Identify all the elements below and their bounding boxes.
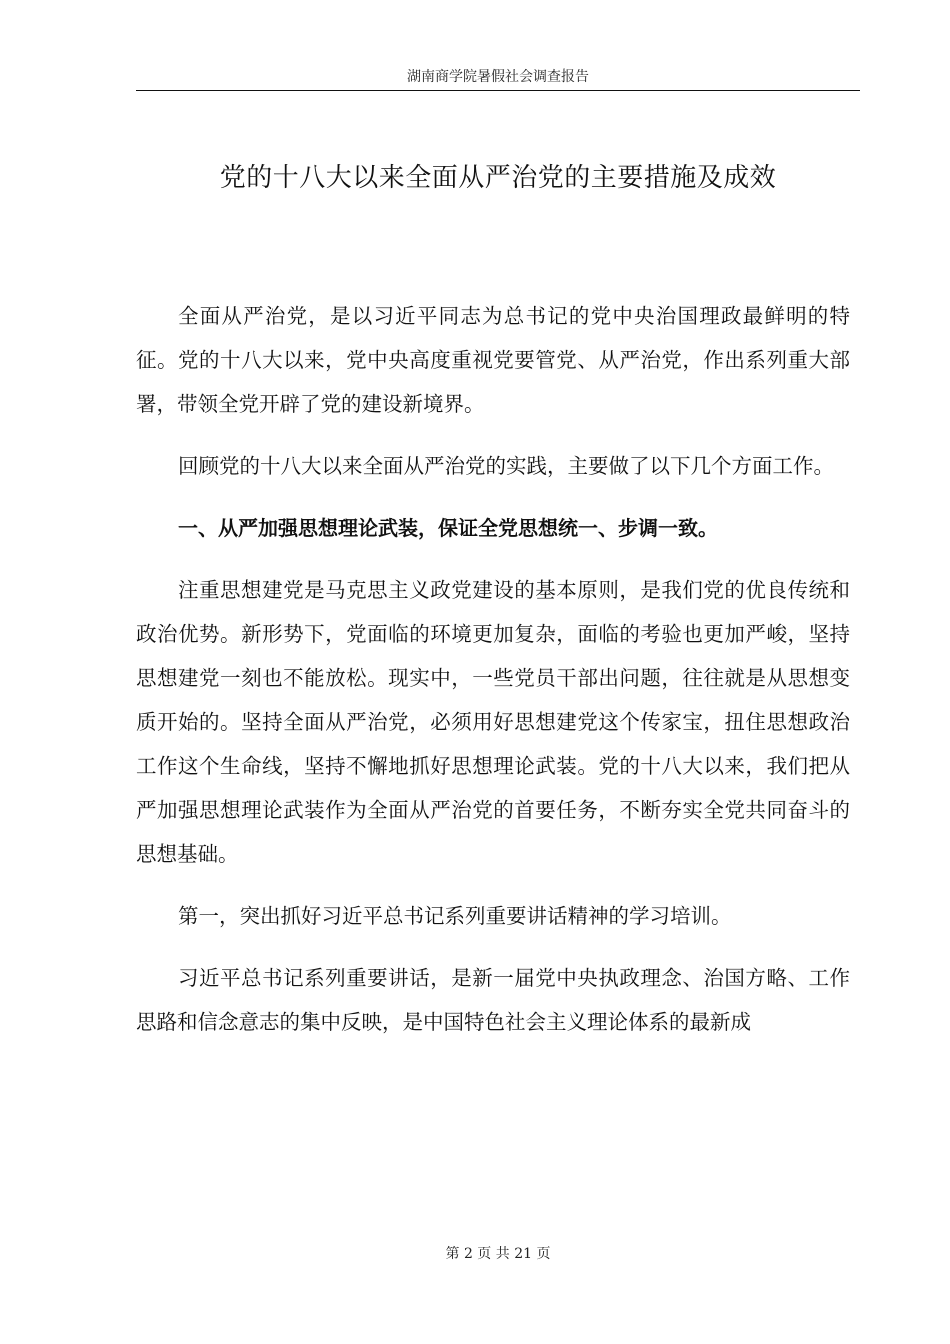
document-body (136, 294, 850, 1062)
paragraph-intro: 全面从严治党，是以习近平同志为总书记的党中央治国理政最鲜明的特征。党的十八大以来，党中央高度重视党要管党、从严治党，作出系列重大部署，带领全党开辟了党的建设新境界。 (136, 304, 850, 416)
running-header (136, 66, 860, 91)
section-heading-1: 一、从严加强思想理论武装，保证全党思想统一、步调一致。 (178, 516, 718, 540)
paragraph-review: 回顾党的十八大以来全面从严治党的实践，主要做了以下几个方面工作。 (178, 454, 834, 478)
paragraph-first-point: 第一，突出抓好习近平总书记系列重要讲话精神的学习培训。 (178, 904, 732, 928)
running-header-text: 湖南商学院暑假社会调查报告 (407, 69, 589, 85)
page-footer (136, 1244, 860, 1264)
page-number-text: 第 2 页 共 21 页 (445, 1246, 551, 1262)
paragraph-ideology: 注重思想建党是马克思主义政党建设的基本原则，是我们党的优良传统和政治优势。新形势下，党面临的环境更加复杂，面临的考验也更加严峻，坚持思想建党一刻也不能放松。现实中，一些党员干部出问题，往往就是从思想变质开始的。坚持全面从严治党，必须用好思想建党这个传家宝，扭住思想政治工作这个生命线，坚持不懈地抓好思想理论武装。党的十八大以来，我们把从严加强思想理论武装作为全面从严治党的首要任务，不断夯实全党共同奋斗的思想基础。 (136, 578, 850, 866)
paragraph-speech: 习近平总书记系列重要讲话，是新一届党中央执政理念、治国方略、工作思路和信念意志的集中反映，是中国特色社会主义理论体系的最新成 (136, 966, 850, 1034)
document-title: 党的十八大以来全面从严治党的主要措施及成效 (219, 163, 777, 193)
